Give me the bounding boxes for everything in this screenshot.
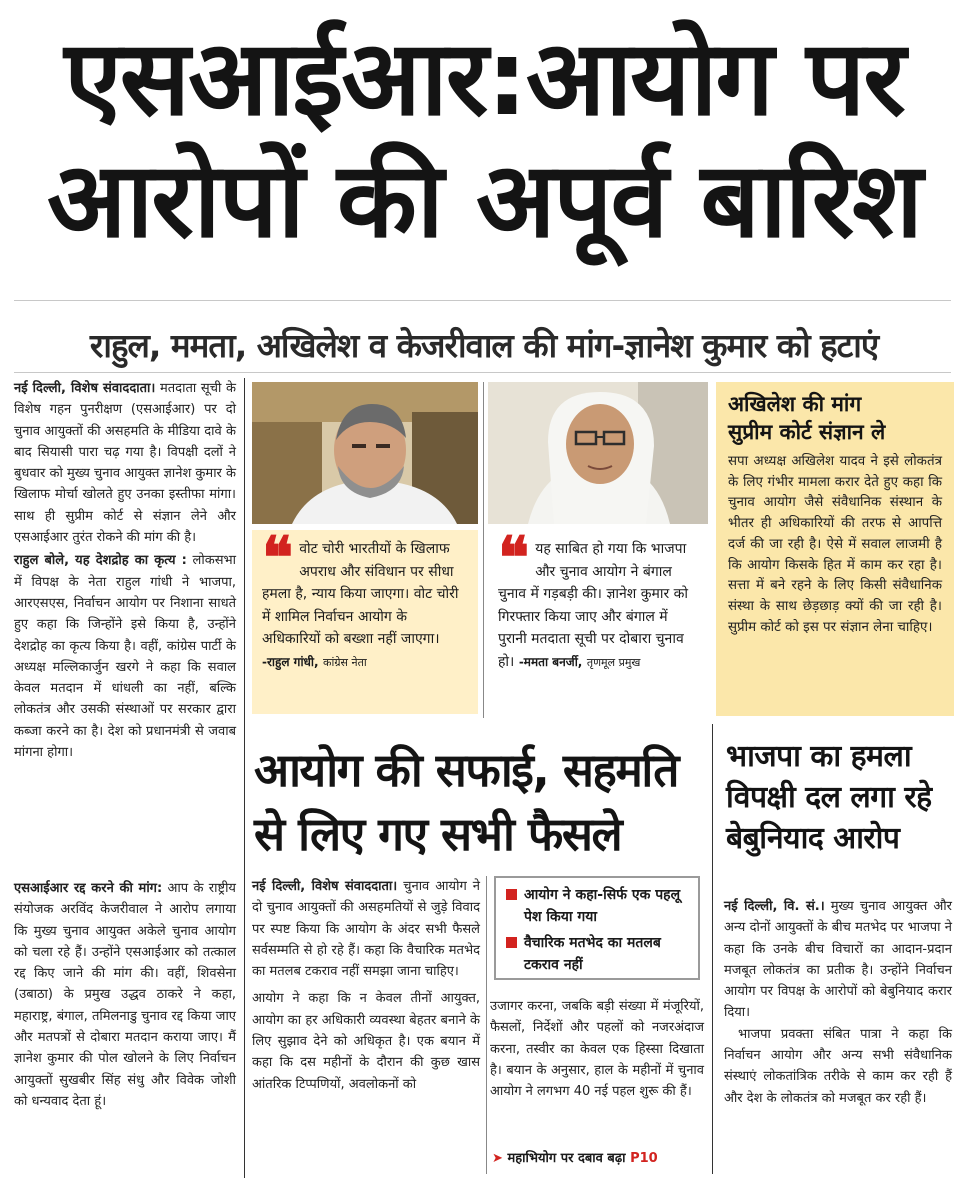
subheadline-divider	[14, 372, 951, 373]
akhilesh-title-1: अखिलेश की मांग	[728, 392, 862, 416]
commission-col-2	[490, 996, 704, 1102]
rahul-quote-role: कांग्रेस नेता	[323, 655, 367, 669]
arrow-right-icon: ➤	[492, 1151, 503, 1166]
bjp-headline-2: विपक्षी दल लगा रहे	[726, 780, 932, 815]
headline-divider	[14, 300, 951, 301]
commission-dateline: नई दिल्ली, विशेष संवाददाता।	[252, 879, 398, 894]
bjp-column	[724, 896, 952, 1109]
akhilesh-body: सपा अध्यक्ष अखिलेश यादव ने इसे लोकतंत्र के लिए गंभीर मामला करार देते हुए कहा कि चुनाव आयोग जैसे संवैधानिक संस्थान के भीतर ही अधिकारियों की तरफ से आपत्ति दर्ज की जा रही है। ऐसे में सवाल लाजमी है कि आयोग किसके हित में काम कर रहा है। सत्ता में बने रहने के लिए किसी संवैधानिक संस्था के साथ छेड़छाड़ क्यों की जा रही है। सुप्रीम कोर्ट को इस पर संज्ञान लेना चाहिए।	[728, 454, 942, 635]
headline-line-2: आरोपों की अपूर्व बारिश	[46, 139, 922, 261]
mamata-quote-role: तृणमूल प्रमुख	[586, 655, 641, 669]
commission-para-2: आयोग ने कहा कि न केवल तीनों आयुक्त, आयोग का हर अधिकारी व्यवस्था बेहतर बनाने के लिए सुझाव देने को अधिकृत है। एक बयान में कहा कि दस महीनों के दौरान की कुछ खास आंतरिक टिप्पणियों, अवलोकनों को	[252, 991, 480, 1092]
akhilesh-title-2: सुप्रीम कोर्ट संज्ञान ले	[728, 420, 886, 444]
rahul-quote-text: वोट चोरी भारतीयों के खिलाफ अपराध और संविधान पर सीधा हमला है, न्याय किया जाएगा। वोट चोरी में शामिल निर्वाचन आयोग के अधिकारियों को बख्शा नहीं जाएगा।	[262, 541, 459, 647]
pull-bullet-icon	[506, 889, 517, 900]
pull-point-2: वैचारिक मतभेद का मतलब टकराव नहीं	[502, 932, 692, 976]
commission-para-1: चुनाव आयोग ने दो चुनाव आयुक्तों की असहमतियों से जुड़े विवाद पर स्पष्ट किया कि आयोग के अंदर सभी फैसले सर्वसम्मति से हो रहे हैं। कहा कि वैचारिक मतभेद का मतलब टकराव नहीं समझा जाना चाहिए।	[252, 879, 480, 980]
left-dateline: नई दिल्ली, विशेष संवाददाता।	[14, 381, 156, 396]
more-label: महाभियोग पर दबाव बढ़ा	[507, 1151, 626, 1166]
bjp-para-1: मुख्य चुनाव आयुक्त और अन्य दोनों आयुक्तों के बीच मतभेद पर भाजपा ने कहा कि उनके बीच विचारों का आदान-प्रदान मजबूत लोकतंत्र का प्रतीक है। उन्होंने निर्वाचन आयोग पर विपक्ष के आरोपों को बेबुनियाद करार दिया।	[724, 899, 952, 1021]
subheadline: राहुल, ममता, अखिलेश व केजरीवाल की मांग-ज्ञानेश कुमार को हटाएं	[89, 326, 879, 365]
bjp-headline-3: बेबुनियाद आरोप	[726, 821, 900, 856]
quote-rule	[483, 382, 484, 718]
column-rule-1	[244, 378, 245, 1178]
mamata-quote-box	[488, 524, 708, 714]
bjp-para-2: भाजपा प्रवक्ता संबित पात्रा ने कहा कि निर्वाचन आयोग और अन्य सभी संवैधानिक संस्थाएं लोकतांत्रिक तरीके से काम कर रही हैं और देश के लोकतंत्र को मजबूत कर रही हैं।	[724, 1026, 952, 1106]
bjp-dateline: नई दिल्ली, वि. सं.।	[724, 899, 825, 914]
mamata-photo	[488, 382, 708, 524]
bjp-headline	[726, 736, 952, 859]
commission-para-3: उजागर करना, जबकि बड़ी संख्या में मंजूरियों, फैसलों, निर्देशों और पहलों को नजरअंदाज करना, तस्वीर का केवल एक हिस्सा दिखाता है। बयान के अनुसार, हाल के महीनों में चुनाव आयोग ने लगभग 40 नई पहल शुरू की हैं।	[490, 999, 704, 1100]
left-column-sub	[14, 878, 236, 1112]
rahul-quote-attribution: -राहुल गांधी,	[262, 654, 319, 669]
pull-bullet-icon	[506, 937, 517, 948]
pull-point-1: आयोग ने कहा-सिर्फ एक पहलू पेश किया गया	[502, 884, 692, 928]
bjp-headline-1: भाजपा का हमला	[726, 739, 912, 774]
left-para-2: लोकसभा में विपक्ष के नेता राहुल गांधी ने भाजपा, आरएसएस, निर्वाचन आयोग पर निशाना साधते हुए कहा कि जिन्होंने इसे किया है, उन्होंने देशद्रोह का कृत्य किया है। वहीं, कांग्रेस पार्टी के अध्यक्ष मल्लिकार्जुन खरगे ने कहा कि सवाल केवल मतदान में धांधली का नहीं, बल्कि लोकतंत्र और उसकी संस्थाओं पर सरकार द्वारा कब्जा करने का है। देश को प्रधानमंत्री से जवाब मांगना होगा।	[14, 553, 236, 761]
rahul-quote-box	[252, 524, 478, 714]
commission-headline-2: से लिए गए सभी फैसले	[254, 807, 622, 861]
more-page: P10	[630, 1151, 658, 1166]
pull-quote-box	[494, 876, 700, 980]
sir-lead: एसआईआर रद्द करने की मांग:	[14, 881, 163, 896]
akhilesh-box	[716, 382, 954, 716]
commission-headline-1: आयोग की सफाई, सहमति	[254, 743, 678, 797]
left-column	[14, 378, 236, 763]
rahul-photo	[252, 382, 478, 524]
rahul-quote-mark-icon: ❝	[262, 524, 294, 592]
mamata-quote-mark-icon: ❝	[498, 524, 530, 592]
mamata-quote-text: यह साबित हो गया कि भाजपा और चुनाव आयोग ने बंगाल चुनाव में गड़बड़ी की। ज्ञानेश कुमार को गिरफ्तार किया जाए और बंगाल में पुरानी मतदाता सूची पर दोबारा चुनाव हो।	[498, 541, 689, 670]
column-rule-2	[486, 876, 487, 1174]
mamata-quote-attribution: -ममता बनर्जी,	[518, 654, 583, 669]
headline-line-1: एसआईआर:आयोग पर	[64, 17, 904, 139]
rahul-lead: राहुल बोले, यह देशद्रोह का कृत्य :	[14, 553, 187, 569]
column-rule-3	[712, 724, 713, 1174]
commission-col-1	[252, 876, 480, 1095]
more-link[interactable]	[492, 1148, 704, 1166]
left-para-3: आप के राष्ट्रीय संयोजक अरविंद केजरीवाल ने आरोप लगाया कि मुख्य चुनाव आयुक्त अकेले चुनाव आयोग को चला रहे हैं। उन्होंने एसआईआर को तत्काल रद्द किए जाने की मांग की। वहीं, शिवसेना (उबाठा) के प्रमुख उद्धव ठाकरे ने कहा, महाराष्ट्र, बंगाल, तमिलनाडु चुनाव रद्द किया जाए और मतपत्रों से दोबारा मतदान कराया जाए। मैं ज्ञानेश कुमार की पोल खोलने के लिए निर्वाचन आयुक्तों सुखबीर सिंह संधु और विवेक जोशी को धन्यवाद देता हूं।	[14, 881, 236, 1109]
left-para-1: मतदाता सूची के विशेष गहन पुनरीक्षण (एसआईआर) पर दो चुनाव आयुक्तों की असहमति के मीडिया दावे के बाद सियासी पारा चढ़ गया है। विपक्षी दलों ने बुधवार को मुख्य चुनाव आयुक्त ज्ञानेश कुमार के खिलाफ मोर्चा खोलते हुए उनका इस्तीफा मांगा। साथ ही सुप्रीम कोर्ट से संज्ञान लेने और एसआईआर तुरंत रोकने की मांग की है।	[14, 381, 236, 546]
